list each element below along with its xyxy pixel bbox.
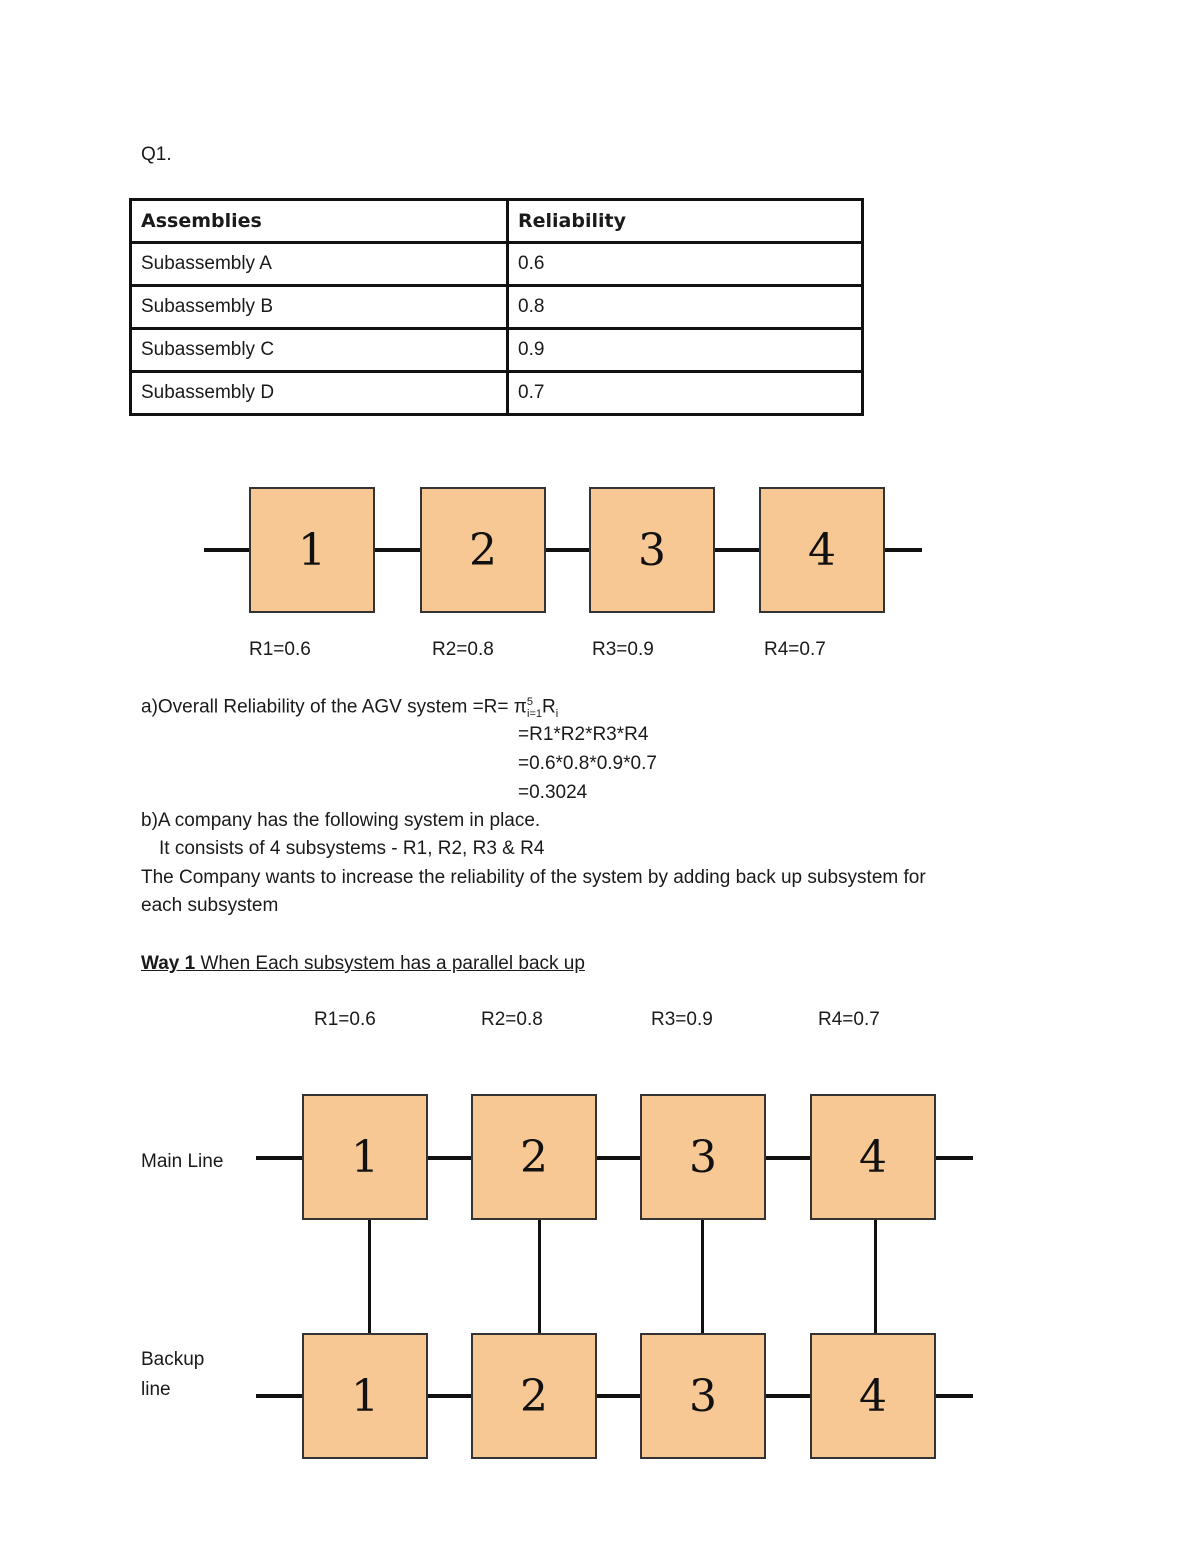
parallel-label-r4: R4=0.7 <box>818 1009 880 1030</box>
part-b-line1: b)A company has the following system in place. <box>141 810 541 831</box>
connector-2 <box>538 1220 541 1333</box>
cell-reliability: 0.8 <box>508 286 863 329</box>
series-block-4: 4 <box>759 487 885 613</box>
series-block-3: 3 <box>589 487 715 613</box>
table-row <box>131 286 863 329</box>
backup-block-1: 1 <box>302 1333 428 1459</box>
backup-block-3: 3 <box>640 1333 766 1459</box>
part-a-formula <box>141 696 558 720</box>
main-line-label: Main Line <box>141 1151 224 1172</box>
table-row <box>131 329 863 372</box>
connector-1 <box>368 1220 371 1333</box>
parallel-label-r3: R3=0.9 <box>651 1009 713 1030</box>
series-block-2: 2 <box>420 487 546 613</box>
header-assemblies: Assemblies <box>131 200 508 243</box>
cell-reliability: 0.7 <box>508 372 863 415</box>
main-block-3: 3 <box>640 1094 766 1220</box>
product-subscript: i=1 <box>527 708 542 721</box>
parallel-label-r1: R1=0.6 <box>314 1009 376 1030</box>
backup-block-4: 4 <box>810 1333 936 1459</box>
table-row <box>131 372 863 415</box>
series-label-r1: R1=0.6 <box>249 639 311 660</box>
reliability-table <box>129 198 864 416</box>
part-b-line4: each subsystem <box>141 895 279 916</box>
cell-reliability: 0.9 <box>508 329 863 372</box>
series-label-r3: R3=0.9 <box>592 639 654 660</box>
way1-heading <box>141 953 585 975</box>
main-block-1: 1 <box>302 1094 428 1220</box>
connector-3 <box>701 1220 704 1333</box>
product-superscript: 5 <box>526 696 533 708</box>
header-reliability: Reliability <box>508 200 863 243</box>
way1-bold: Way 1 <box>141 953 196 974</box>
series-block-1: 1 <box>249 487 375 613</box>
table-header-row <box>131 200 863 243</box>
part-a-line2: =R1*R2*R3*R4 <box>518 724 649 745</box>
cell-assembly: Subassembly B <box>131 286 508 329</box>
part-a-result: =0.3024 <box>518 782 588 803</box>
table-row <box>131 243 863 286</box>
part-a-line3: =0.6*0.8*0.9*0.7 <box>518 753 657 774</box>
product-term: R <box>542 696 556 718</box>
cell-reliability: 0.6 <box>508 243 863 286</box>
connector-4 <box>874 1220 877 1333</box>
series-label-r4: R4=0.7 <box>764 639 826 660</box>
series-label-r2: R2=0.8 <box>432 639 494 660</box>
way1-text: When Each subsystem has a parallel back up <box>195 953 585 974</box>
product-term-subscript: i <box>555 708 559 721</box>
cell-assembly: Subassembly A <box>131 243 508 286</box>
main-block-4: 4 <box>810 1094 936 1220</box>
backup-line-label-1: Backup <box>141 1349 205 1370</box>
part-b-line3: The Company wants to increase the reliability of the system by adding back up subsystem for <box>141 867 926 888</box>
backup-block-2: 2 <box>471 1333 597 1459</box>
backup-line-label-2: line <box>141 1379 171 1400</box>
question-number: Q1. <box>141 144 172 165</box>
part-a-line1: a)Overall Reliability of the AGV system =R= π <box>141 696 527 718</box>
cell-assembly: Subassembly D <box>131 372 508 415</box>
parallel-label-r2: R2=0.8 <box>481 1009 543 1030</box>
part-b-line2: It consists of 4 subsystems - R1, R2, R3 & R4 <box>159 838 545 859</box>
cell-assembly: Subassembly C <box>131 329 508 372</box>
main-block-2: 2 <box>471 1094 597 1220</box>
